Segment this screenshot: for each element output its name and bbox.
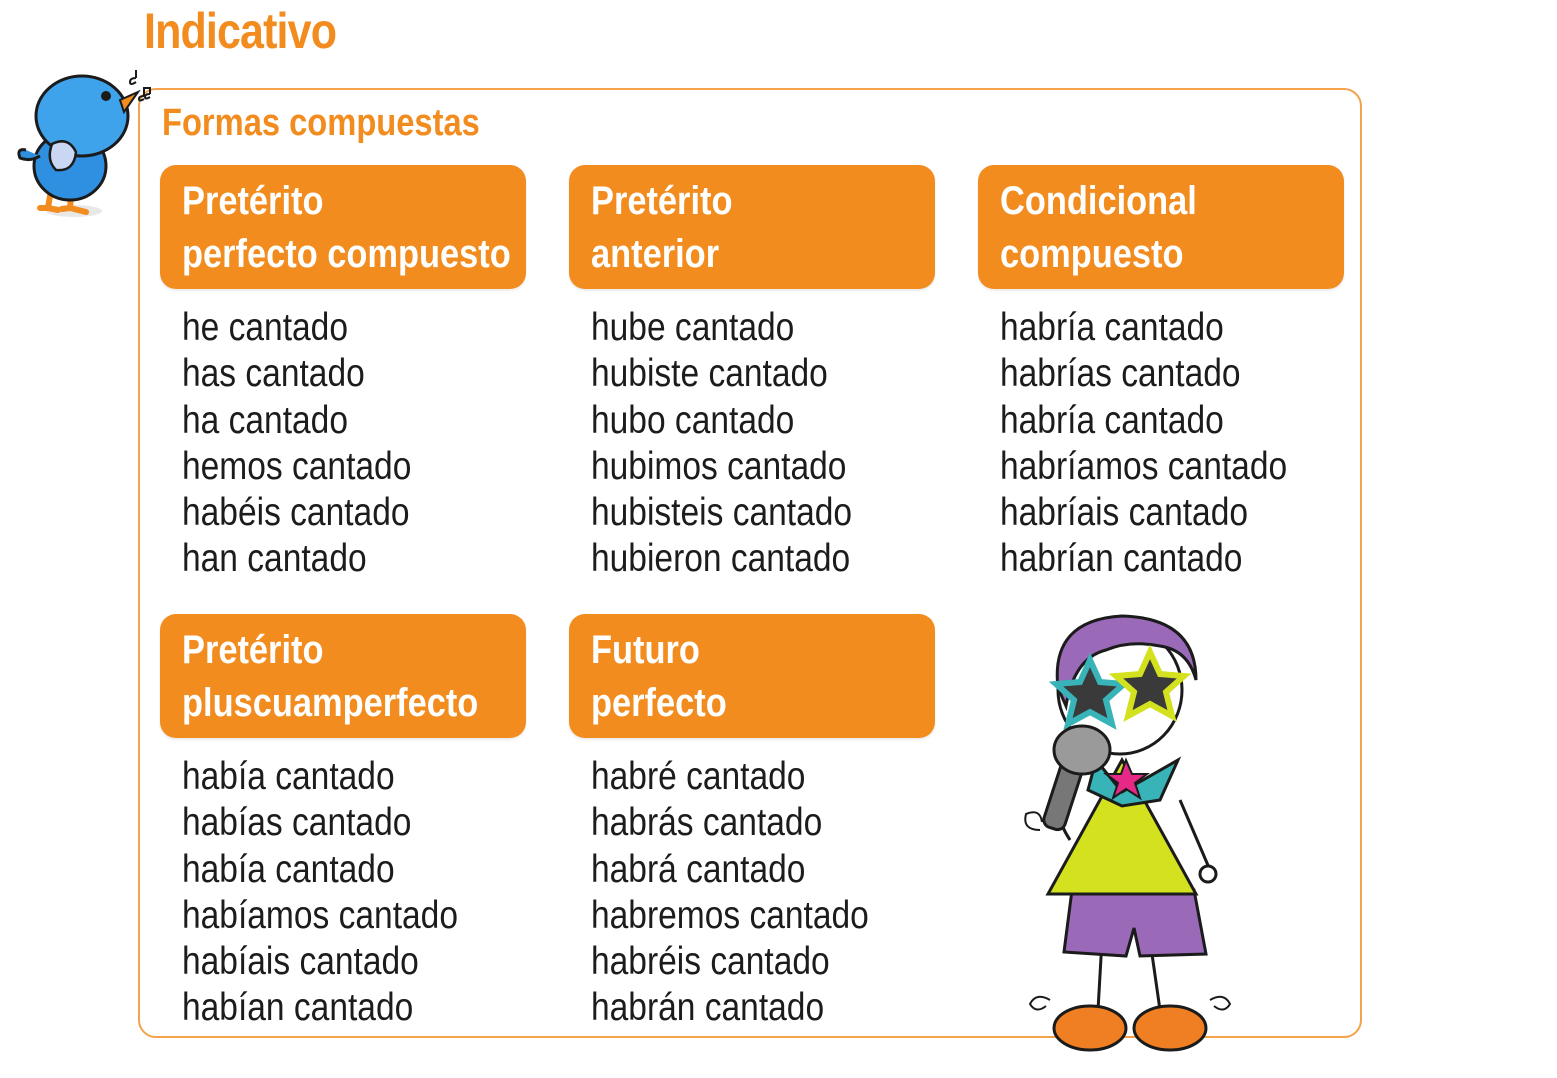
tense-name-line1: Pretérito	[182, 628, 324, 672]
tense-name-line2: perfecto	[591, 681, 727, 725]
conjugation-form: habrán cantado	[591, 986, 825, 1030]
tense-name-line2: anterior	[591, 232, 720, 276]
tense-header	[160, 165, 526, 289]
conjugation-list	[569, 754, 935, 1032]
conjugation-form: habrías cantado	[1000, 352, 1241, 396]
conjugation-form: habría cantado	[1000, 306, 1224, 349]
tense-block-futuro-perfecto	[569, 614, 935, 1032]
conjugation-form: hemos cantado	[182, 444, 412, 488]
tense-header	[569, 165, 935, 289]
conjugation-list	[160, 754, 526, 1032]
conjugation-form: habríais cantado	[1000, 491, 1249, 535]
conjugation-form: hubiste cantado	[591, 352, 828, 396]
tense-name-line1: Pretérito	[591, 179, 733, 223]
conjugation-form: habías cantado	[182, 801, 412, 845]
conjugation-form: habrá cantado	[591, 847, 806, 891]
conjugation-form: he cantado	[182, 306, 348, 349]
conjugation-form: habíamos cantado	[182, 893, 458, 937]
conjugation-form: habrían cantado	[1000, 537, 1243, 581]
conjugation-form: hubimos cantado	[591, 444, 847, 488]
tense-header	[160, 614, 526, 738]
conjugation-form: habéis cantado	[182, 491, 410, 535]
tense-name-line1: Condicional	[1000, 179, 1197, 223]
conjugation-list	[569, 305, 935, 583]
tense-name-line2: pluscuamperfecto	[182, 681, 479, 725]
conjugation-list	[978, 305, 1344, 583]
singing-bird-icon	[12, 66, 152, 221]
conjugation-form: han cantado	[182, 537, 367, 581]
conjugation-form: había cantado	[182, 847, 395, 891]
conjugation-form: hubo cantado	[591, 398, 795, 442]
tense-name-line1: Futuro	[591, 628, 700, 672]
conjugation-form: habré cantado	[591, 755, 806, 798]
tense-name-line2: compuesto	[1000, 232, 1184, 276]
conjugation-form: habían cantado	[182, 986, 414, 1030]
conjugation-form: has cantado	[182, 352, 365, 396]
section-title: Formas compuestas	[162, 102, 480, 144]
conjugation-form: ha cantado	[182, 398, 348, 442]
tense-block-preterito-pluscuamperfecto	[160, 614, 526, 1032]
conjugation-form: habría cantado	[1000, 398, 1224, 442]
conjugation-form: habrás cantado	[591, 801, 823, 845]
conjugation-form: habíais cantado	[182, 940, 419, 984]
tense-block-condicional-compuesto	[978, 165, 1344, 583]
tense-header	[569, 614, 935, 738]
singer-with-microphone-illustration	[1010, 610, 1240, 1060]
conjugation-form: hube cantado	[591, 306, 795, 349]
page-title: Indicativo	[144, 3, 337, 59]
tense-name-line2: perfecto compuesto	[182, 232, 511, 276]
conjugation-form: habremos cantado	[591, 893, 869, 937]
conjugation-list	[160, 305, 526, 583]
tense-name-line1: Pretérito	[182, 179, 324, 223]
conjugation-form: había cantado	[182, 755, 395, 798]
tense-block-preterito-perfecto-compuesto	[160, 165, 526, 583]
conjugation-form: hubisteis cantado	[591, 491, 853, 535]
tense-block-preterito-anterior	[569, 165, 935, 583]
conjugation-form: hubieron cantado	[591, 537, 851, 581]
tense-header	[978, 165, 1344, 289]
conjugation-form: habríamos cantado	[1000, 444, 1288, 488]
conjugation-form: habréis cantado	[591, 940, 830, 984]
